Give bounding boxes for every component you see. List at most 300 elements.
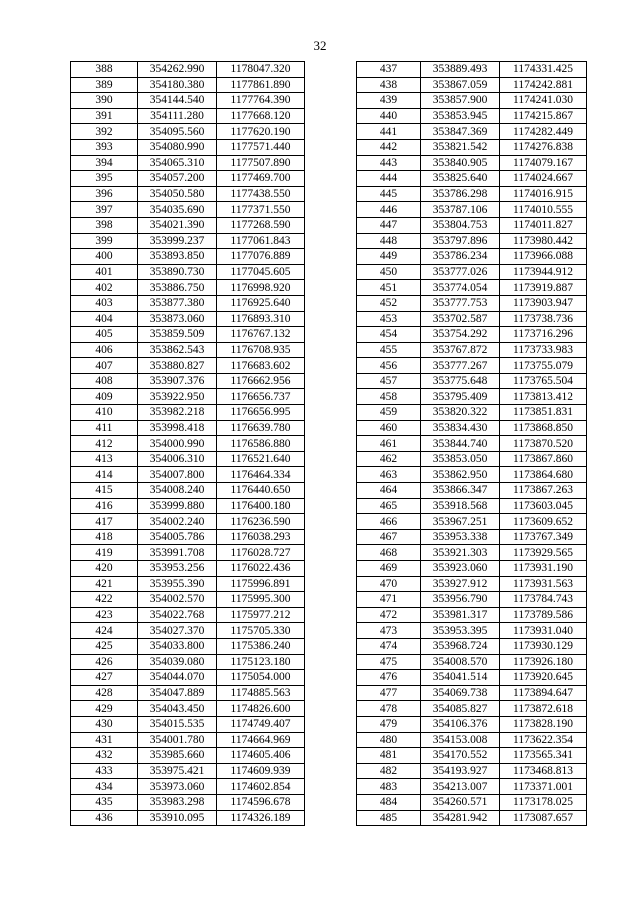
y-coordinate-cell: 1173867.263 [500,483,587,499]
x-coordinate-cell: 353777.267 [421,358,500,374]
x-coordinate-cell: 353767.872 [421,342,500,358]
point-number-cell: 432 [71,748,138,764]
point-number-cell: 483 [357,779,421,795]
x-coordinate-cell: 353775.648 [421,373,500,389]
table-row [71,124,305,140]
y-coordinate-cell: 1174241.030 [500,93,587,109]
point-number-cell: 439 [357,93,421,109]
point-number-cell: 430 [71,716,138,732]
table-row [357,654,587,670]
x-coordinate-cell: 354043.450 [138,701,217,717]
y-coordinate-cell: 1175996.891 [217,576,305,592]
table-row [71,280,305,296]
table-row [71,62,305,78]
table-row [357,498,587,514]
x-coordinate-cell: 353927.912 [421,576,500,592]
x-coordinate-cell: 353825.640 [421,171,500,187]
table-row [357,327,587,343]
x-coordinate-cell: 354262.990 [138,62,217,78]
table-row [71,186,305,202]
x-coordinate-cell: 354002.570 [138,592,217,608]
point-number-cell: 419 [71,545,138,561]
x-coordinate-cell: 354065.310 [138,155,217,171]
x-coordinate-cell: 354050.580 [138,186,217,202]
table-row [71,654,305,670]
table-row [71,810,305,826]
point-number-cell: 433 [71,763,138,779]
y-coordinate-cell: 1176683.602 [217,358,305,374]
table-row [357,373,587,389]
y-coordinate-cell: 1173603.045 [500,498,587,514]
y-coordinate-cell: 1177861.890 [217,77,305,93]
y-coordinate-cell: 1176400.180 [217,498,305,514]
x-coordinate-cell: 354047.889 [138,685,217,701]
point-number-cell: 412 [71,436,138,452]
table-row [357,483,587,499]
table-row [357,794,587,810]
y-coordinate-cell: 1173178.025 [500,794,587,810]
table-row [357,638,587,654]
x-coordinate-cell: 354002.240 [138,514,217,530]
table-row [357,77,587,93]
x-coordinate-cell: 353953.256 [138,561,217,577]
x-coordinate-cell: 354085.827 [421,701,500,717]
point-number-cell: 388 [71,62,138,78]
x-coordinate-cell: 353907.376 [138,373,217,389]
point-number-cell: 479 [357,716,421,732]
x-coordinate-cell: 354111.280 [138,108,217,124]
x-coordinate-cell: 353910.095 [138,810,217,826]
point-number-cell: 466 [357,514,421,530]
y-coordinate-cell: 1173931.190 [500,561,587,577]
x-coordinate-cell: 354007.800 [138,467,217,483]
x-coordinate-cell: 354006.310 [138,451,217,467]
table-row [71,217,305,233]
y-coordinate-cell: 1173868.850 [500,420,587,436]
y-coordinate-cell: 1173087.657 [500,810,587,826]
point-number-cell: 460 [357,420,421,436]
y-coordinate-cell: 1174242.881 [500,77,587,93]
point-number-cell: 408 [71,373,138,389]
table-row [71,295,305,311]
point-number-cell: 434 [71,779,138,795]
point-number-cell: 454 [357,327,421,343]
x-coordinate-cell: 353953.395 [421,623,500,639]
y-coordinate-cell: 1177045.605 [217,264,305,280]
x-coordinate-cell: 353999.880 [138,498,217,514]
point-number-cell: 477 [357,685,421,701]
point-number-cell: 457 [357,373,421,389]
y-coordinate-cell: 1177469.700 [217,171,305,187]
y-coordinate-cell: 1174016.915 [500,186,587,202]
y-coordinate-cell: 1174282.449 [500,124,587,140]
y-coordinate-cell: 1173929.565 [500,545,587,561]
x-coordinate-cell: 354021.390 [138,217,217,233]
x-coordinate-cell: 354022.768 [138,607,217,623]
table-row [357,171,587,187]
point-number-cell: 444 [357,171,421,187]
x-coordinate-cell: 353998.418 [138,420,217,436]
x-coordinate-cell: 354080.990 [138,139,217,155]
point-number-cell: 395 [71,171,138,187]
y-coordinate-cell: 1174011.827 [500,217,587,233]
y-coordinate-cell: 1173371.001 [500,779,587,795]
x-coordinate-cell: 353968.724 [421,638,500,654]
point-number-cell: 415 [71,483,138,499]
y-coordinate-cell: 1176022.436 [217,561,305,577]
y-coordinate-cell: 1174826.600 [217,701,305,717]
y-coordinate-cell: 1176893.310 [217,311,305,327]
point-number-cell: 484 [357,794,421,810]
table-row [357,139,587,155]
y-coordinate-cell: 1176656.995 [217,405,305,421]
point-number-cell: 452 [357,295,421,311]
point-number-cell: 471 [357,592,421,608]
y-coordinate-cell: 1173767.349 [500,529,587,545]
point-number-cell: 401 [71,264,138,280]
table-row [357,561,587,577]
y-coordinate-cell: 1176708.935 [217,342,305,358]
table-row [357,108,587,124]
coordinates-table-right [356,61,587,826]
y-coordinate-cell: 1174010.555 [500,202,587,218]
y-coordinate-cell: 1173813.412 [500,389,587,405]
point-number-cell: 446 [357,202,421,218]
point-number-cell: 464 [357,483,421,499]
y-coordinate-cell: 1173828.190 [500,716,587,732]
x-coordinate-cell: 354027.370 [138,623,217,639]
y-coordinate-cell: 1173894.647 [500,685,587,701]
point-number-cell: 393 [71,139,138,155]
point-number-cell: 478 [357,701,421,717]
y-coordinate-cell: 1174024.667 [500,171,587,187]
table-row [357,467,587,483]
x-coordinate-cell: 353867.059 [421,77,500,93]
x-coordinate-cell: 353844.740 [421,436,500,452]
y-coordinate-cell: 1176767.132 [217,327,305,343]
y-coordinate-cell: 1173609.652 [500,514,587,530]
table-row [71,420,305,436]
y-coordinate-cell: 1177061.843 [217,233,305,249]
y-coordinate-cell: 1173864.680 [500,467,587,483]
point-number-cell: 462 [357,451,421,467]
table-row [71,514,305,530]
y-coordinate-cell: 1173765.504 [500,373,587,389]
table-row [357,264,587,280]
x-coordinate-cell: 353847.369 [421,124,500,140]
y-coordinate-cell: 1173919.887 [500,280,587,296]
y-coordinate-cell: 1176586.880 [217,436,305,452]
point-number-cell: 416 [71,498,138,514]
table-row [71,623,305,639]
table-row [357,592,587,608]
point-number-cell: 413 [71,451,138,467]
point-number-cell: 445 [357,186,421,202]
x-coordinate-cell: 354281.942 [421,810,500,826]
y-coordinate-cell: 1174664.969 [217,732,305,748]
x-coordinate-cell: 353955.390 [138,576,217,592]
point-number-cell: 469 [357,561,421,577]
y-coordinate-cell: 1174326.189 [217,810,305,826]
y-coordinate-cell: 1176464.334 [217,467,305,483]
point-number-cell: 436 [71,810,138,826]
point-number-cell: 421 [71,576,138,592]
table-row [357,685,587,701]
y-coordinate-cell: 1173926.180 [500,654,587,670]
table-row [71,77,305,93]
point-number-cell: 468 [357,545,421,561]
table-row [71,498,305,514]
point-number-cell: 420 [71,561,138,577]
x-coordinate-cell: 353890.730 [138,264,217,280]
coordinates-table-left [70,61,305,826]
table-row [71,716,305,732]
y-coordinate-cell: 1173622.354 [500,732,587,748]
x-coordinate-cell: 353982.218 [138,405,217,421]
y-coordinate-cell: 1177438.550 [217,186,305,202]
table-row [357,249,587,265]
x-coordinate-cell: 353862.950 [421,467,500,483]
point-number-cell: 481 [357,748,421,764]
point-number-cell: 451 [357,280,421,296]
point-number-cell: 428 [71,685,138,701]
y-coordinate-cell: 1173980.442 [500,233,587,249]
x-coordinate-cell: 354001.780 [138,732,217,748]
point-number-cell: 392 [71,124,138,140]
y-coordinate-cell: 1176998.920 [217,280,305,296]
table-row [71,779,305,795]
x-coordinate-cell: 354106.376 [421,716,500,732]
x-coordinate-cell: 353786.234 [421,249,500,265]
y-coordinate-cell: 1174276.838 [500,139,587,155]
y-coordinate-cell: 1177764.390 [217,93,305,109]
table-row [357,93,587,109]
point-number-cell: 391 [71,108,138,124]
table-row [357,607,587,623]
table-row [357,748,587,764]
point-number-cell: 405 [71,327,138,343]
table-row [357,779,587,795]
y-coordinate-cell: 1175995.300 [217,592,305,608]
table-row [357,280,587,296]
y-coordinate-cell: 1175386.240 [217,638,305,654]
x-coordinate-cell: 353921.303 [421,545,500,561]
point-number-cell: 476 [357,670,421,686]
point-number-cell: 465 [357,498,421,514]
point-number-cell: 448 [357,233,421,249]
point-number-cell: 429 [71,701,138,717]
table-row [71,342,305,358]
table-row [357,576,587,592]
point-number-cell: 406 [71,342,138,358]
y-coordinate-cell: 1176656.737 [217,389,305,405]
table-row [71,794,305,810]
y-coordinate-cell: 1173565.341 [500,748,587,764]
y-coordinate-cell: 1177371.550 [217,202,305,218]
point-number-cell: 394 [71,155,138,171]
x-coordinate-cell: 354180.380 [138,77,217,93]
table-row [357,217,587,233]
table-row [71,607,305,623]
y-coordinate-cell: 1174215.867 [500,108,587,124]
point-number-cell: 455 [357,342,421,358]
y-coordinate-cell: 1177507.890 [217,155,305,171]
point-number-cell: 441 [357,124,421,140]
y-coordinate-cell: 1174602.854 [217,779,305,795]
y-coordinate-cell: 1173867.860 [500,451,587,467]
y-coordinate-cell: 1173733.983 [500,342,587,358]
x-coordinate-cell: 353862.543 [138,342,217,358]
table-row [357,514,587,530]
table-row [71,373,305,389]
table-row [357,623,587,639]
x-coordinate-cell: 353981.317 [421,607,500,623]
y-coordinate-cell: 1176521.640 [217,451,305,467]
table-row [71,93,305,109]
point-number-cell: 411 [71,420,138,436]
x-coordinate-cell: 353804.753 [421,217,500,233]
table-row [357,124,587,140]
point-number-cell: 425 [71,638,138,654]
x-coordinate-cell: 354095.560 [138,124,217,140]
point-number-cell: 482 [357,763,421,779]
x-coordinate-cell: 353873.060 [138,311,217,327]
x-coordinate-cell: 353702.587 [421,311,500,327]
point-number-cell: 442 [357,139,421,155]
x-coordinate-cell: 353953.338 [421,529,500,545]
x-coordinate-cell: 354170.552 [421,748,500,764]
y-coordinate-cell: 1174596.678 [217,794,305,810]
point-number-cell: 473 [357,623,421,639]
x-coordinate-cell: 353983.298 [138,794,217,810]
y-coordinate-cell: 1173966.088 [500,249,587,265]
point-number-cell: 414 [71,467,138,483]
point-number-cell: 480 [357,732,421,748]
x-coordinate-cell: 354213.007 [421,779,500,795]
y-coordinate-cell: 1177668.120 [217,108,305,124]
table-row [71,670,305,686]
x-coordinate-cell: 354015.535 [138,716,217,732]
x-coordinate-cell: 353840.905 [421,155,500,171]
x-coordinate-cell: 353821.542 [421,139,500,155]
table-row [357,233,587,249]
table-row [71,171,305,187]
y-coordinate-cell: 1177076.889 [217,249,305,265]
table-row [357,529,587,545]
table-row [71,561,305,577]
table-row [357,155,587,171]
x-coordinate-cell: 353853.945 [421,108,500,124]
x-coordinate-cell: 353880.827 [138,358,217,374]
x-coordinate-cell: 353777.753 [421,295,500,311]
point-number-cell: 458 [357,389,421,405]
point-number-cell: 397 [71,202,138,218]
x-coordinate-cell: 354041.514 [421,670,500,686]
table-row [357,311,587,327]
point-number-cell: 470 [357,576,421,592]
y-coordinate-cell: 1176440.650 [217,483,305,499]
table-row [71,311,305,327]
table-row [71,451,305,467]
x-coordinate-cell: 353999.237 [138,233,217,249]
y-coordinate-cell: 1177620.190 [217,124,305,140]
y-coordinate-cell: 1178047.320 [217,62,305,78]
point-number-cell: 472 [357,607,421,623]
point-number-cell: 409 [71,389,138,405]
table-row [71,638,305,654]
y-coordinate-cell: 1176028.727 [217,545,305,561]
x-coordinate-cell: 353889.493 [421,62,500,78]
x-coordinate-cell: 353975.421 [138,763,217,779]
point-number-cell: 417 [71,514,138,530]
table-row [71,483,305,499]
y-coordinate-cell: 1176236.590 [217,514,305,530]
point-number-cell: 407 [71,358,138,374]
x-coordinate-cell: 354069.738 [421,685,500,701]
y-coordinate-cell: 1173872.618 [500,701,587,717]
x-coordinate-cell: 353797.896 [421,233,500,249]
x-coordinate-cell: 353973.060 [138,779,217,795]
point-number-cell: 463 [357,467,421,483]
table-row [357,202,587,218]
y-coordinate-cell: 1174605.406 [217,748,305,764]
table-row [71,249,305,265]
table-row [357,716,587,732]
y-coordinate-cell: 1177571.440 [217,139,305,155]
table-row [71,732,305,748]
x-coordinate-cell: 353754.292 [421,327,500,343]
point-number-cell: 396 [71,186,138,202]
x-coordinate-cell: 354000.990 [138,436,217,452]
point-number-cell: 438 [357,77,421,93]
point-number-cell: 431 [71,732,138,748]
point-number-cell: 485 [357,810,421,826]
point-number-cell: 450 [357,264,421,280]
table-row [357,701,587,717]
point-number-cell: 459 [357,405,421,421]
y-coordinate-cell: 1176038.293 [217,529,305,545]
table-row [71,405,305,421]
y-coordinate-cell: 1173903.947 [500,295,587,311]
point-number-cell: 402 [71,280,138,296]
x-coordinate-cell: 353853.050 [421,451,500,467]
x-coordinate-cell: 353922.950 [138,389,217,405]
table-row [71,108,305,124]
x-coordinate-cell: 353786.298 [421,186,500,202]
y-coordinate-cell: 1173944.912 [500,264,587,280]
point-number-cell: 456 [357,358,421,374]
point-number-cell: 426 [71,654,138,670]
x-coordinate-cell: 353967.251 [421,514,500,530]
point-number-cell: 399 [71,233,138,249]
table-row [71,264,305,280]
x-coordinate-cell: 353834.430 [421,420,500,436]
y-coordinate-cell: 1175054.000 [217,670,305,686]
point-number-cell: 443 [357,155,421,171]
point-number-cell: 475 [357,654,421,670]
point-number-cell: 418 [71,529,138,545]
x-coordinate-cell: 353886.750 [138,280,217,296]
point-number-cell: 424 [71,623,138,639]
y-coordinate-cell: 1173930.129 [500,638,587,654]
table-row [71,467,305,483]
table-row [357,420,587,436]
table-row [357,405,587,421]
table-row [71,202,305,218]
x-coordinate-cell: 353991.708 [138,545,217,561]
point-number-cell: 403 [71,295,138,311]
table-row [357,451,587,467]
